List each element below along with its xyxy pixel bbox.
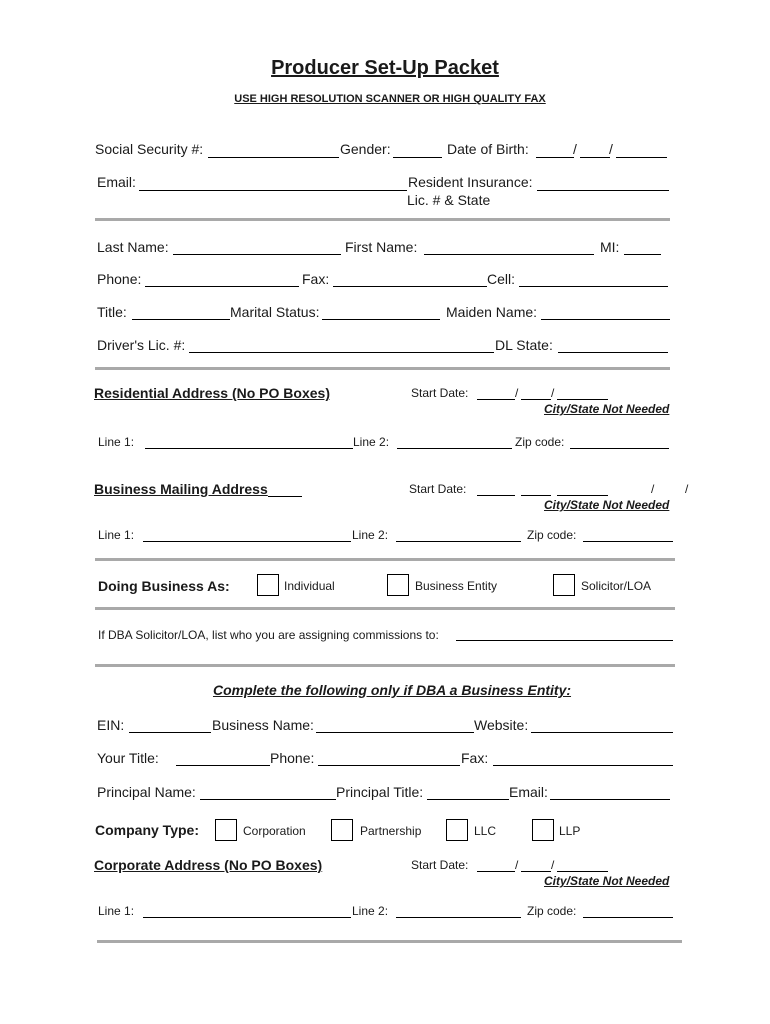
email-label: Email:: [97, 174, 136, 190]
corporate-line1-label: Line 1:: [98, 904, 135, 918]
residential-start-month-field[interactable]: [477, 399, 515, 400]
gender-label: Gender:: [340, 141, 391, 157]
maiden-name-label: Maiden Name:: [446, 304, 538, 320]
mailing-line2-field[interactable]: [396, 541, 521, 542]
page-subtitle: USE HIGH RESOLUTION SCANNER OR HIGH QUALITY FAX: [234, 93, 546, 105]
corporate-start-date-label: Start Date:: [411, 858, 469, 872]
first-name-label: First Name:: [345, 239, 418, 255]
corporation-label: Corporation: [243, 824, 306, 838]
residential-line1-label: Line 1:: [98, 435, 135, 449]
drivers-lic-field[interactable]: [189, 352, 494, 353]
corporate-start-day-field[interactable]: [521, 871, 551, 872]
mailing-line1-field[interactable]: [143, 541, 351, 542]
residential-city-state-note: City/State Not Needed: [544, 402, 670, 416]
drivers-lic-label: Driver's Lic. #:: [97, 337, 186, 353]
title-field[interactable]: [132, 319, 230, 320]
resident-insurance-field[interactable]: [537, 190, 669, 191]
corporate-zip-field[interactable]: [583, 917, 673, 918]
partnership-checkbox[interactable]: [331, 819, 353, 841]
date-separator: /: [515, 858, 519, 872]
residential-start-year-field[interactable]: [557, 399, 608, 400]
mailing-start-month-field[interactable]: [477, 495, 515, 496]
dba-label: Doing Business As:: [98, 578, 230, 594]
partnership-label: Partnership: [360, 824, 422, 838]
fax-field[interactable]: [333, 286, 487, 287]
corporate-line2-field[interactable]: [396, 917, 521, 918]
company-type-label: Company Type:: [95, 822, 199, 838]
residential-zip-label: Zip code:: [515, 435, 565, 449]
dba-solicitor-checkbox[interactable]: [553, 574, 575, 596]
llp-label: LLP: [559, 824, 581, 838]
corporate-city-state-note: City/State Not Needed: [544, 874, 670, 888]
date-separator: /: [515, 386, 519, 400]
marital-status-label: Marital Status:: [230, 304, 320, 320]
corporate-start-month-field[interactable]: [477, 871, 515, 872]
date-separator: /: [551, 858, 555, 872]
entity-heading: Complete the following only if DBA a Business Entity:: [212, 682, 572, 698]
dob-separator: /: [573, 141, 577, 157]
email-field[interactable]: [139, 190, 407, 191]
llc-checkbox[interactable]: [446, 819, 468, 841]
mailing-line2-label: Line 2:: [352, 528, 389, 542]
entity-phone-label: Phone:: [270, 750, 315, 766]
lic-state-label: Lic. # & State: [407, 192, 491, 208]
corporate-heading: Corporate Address (No PO Boxes): [94, 857, 323, 873]
section-divider: [95, 558, 675, 561]
your-title-label: Your Title:: [97, 750, 159, 766]
residential-heading: Residential Address (No PO Boxes): [94, 385, 330, 401]
corporate-line1-field[interactable]: [143, 917, 351, 918]
principal-name-field[interactable]: [200, 799, 336, 800]
title-label: Title:: [97, 304, 127, 320]
llc-label: LLC: [474, 824, 497, 838]
first-name-field[interactable]: [424, 254, 594, 255]
section-divider: [97, 940, 682, 943]
maiden-name-field[interactable]: [541, 319, 670, 320]
page-title: Producer Set-Up Packet: [271, 57, 499, 79]
principal-title-field[interactable]: [427, 799, 509, 800]
llp-checkbox[interactable]: [532, 819, 554, 841]
entity-email-field[interactable]: [550, 799, 670, 800]
resident-insurance-label: Resident Insurance:: [408, 174, 533, 190]
principal-title-label: Principal Title:: [336, 784, 424, 800]
mailing-line1-label: Line 1:: [98, 528, 135, 542]
mailing-start-date-label: Start Date:: [409, 482, 467, 496]
cell-field[interactable]: [519, 286, 668, 287]
corporate-line2-label: Line 2:: [352, 904, 389, 918]
gender-field[interactable]: [393, 157, 442, 158]
dba-business-entity-label: Business Entity: [415, 579, 498, 593]
section-divider: [95, 218, 670, 221]
business-name-field[interactable]: [316, 732, 474, 733]
corporation-checkbox[interactable]: [215, 819, 237, 841]
dl-state-label: DL State:: [495, 337, 553, 353]
dob-separator: /: [609, 141, 613, 157]
business-name-label: Business Name:: [212, 717, 314, 733]
residential-line1-field[interactable]: [145, 448, 353, 449]
phone-label: Phone:: [97, 271, 142, 287]
dba-individual-checkbox[interactable]: [257, 574, 279, 596]
mi-field[interactable]: [624, 254, 661, 255]
dob-label: Date of Birth:: [447, 141, 529, 157]
dba-solicitor-label: Solicitor/LOA: [581, 579, 652, 593]
mailing-heading-underline: [268, 496, 302, 497]
section-divider: [95, 607, 675, 610]
phone-field[interactable]: [145, 286, 299, 287]
corporate-start-year-field[interactable]: [557, 871, 608, 872]
entity-email-label: Email:: [509, 784, 548, 800]
entity-phone-field[interactable]: [318, 765, 460, 766]
dob-year-field[interactable]: [616, 157, 667, 158]
ein-field[interactable]: [129, 732, 211, 733]
principal-name-label: Principal Name:: [97, 784, 196, 800]
residential-line2-label: Line 2:: [353, 435, 390, 449]
assign-commissions-label: If DBA Solicitor/LOA, list who you are assigning commissions to:: [98, 628, 439, 642]
entity-fax-label: Fax:: [461, 750, 489, 766]
mailing-heading: Business Mailing Address: [94, 481, 268, 497]
dob-month-field[interactable]: [536, 157, 574, 158]
section-divider: [95, 664, 675, 667]
date-separator: /: [651, 482, 655, 496]
residential-line2-field[interactable]: [397, 448, 512, 449]
mi-label: MI:: [600, 239, 620, 255]
marital-status-field[interactable]: [322, 319, 440, 320]
mailing-start-year-field[interactable]: [557, 495, 608, 496]
dba-individual-label: Individual: [284, 579, 335, 593]
residential-start-day-field[interactable]: [521, 399, 551, 400]
dob-day-field[interactable]: [580, 157, 610, 158]
cell-label: Cell:: [487, 271, 516, 287]
entity-fax-field[interactable]: [493, 765, 673, 766]
section-divider: [95, 367, 670, 370]
last-name-field[interactable]: [173, 254, 341, 255]
last-name-label: Last Name:: [97, 239, 169, 255]
your-title-field[interactable]: [176, 765, 270, 766]
ssn-label: Social Security #:: [95, 141, 204, 157]
fax-label: Fax:: [302, 271, 330, 287]
residential-zip-field[interactable]: [570, 448, 669, 449]
date-separator: /: [685, 482, 689, 496]
website-field[interactable]: [531, 732, 673, 733]
mailing-city-state-note: City/State Not Needed: [544, 498, 670, 512]
assign-commissions-field[interactable]: [456, 640, 673, 641]
date-separator: /: [551, 386, 555, 400]
residential-start-date-label: Start Date:: [411, 386, 469, 400]
mailing-zip-field[interactable]: [583, 541, 673, 542]
ssn-field[interactable]: [208, 157, 339, 158]
mailing-zip-label: Zip code:: [527, 528, 577, 542]
corporate-zip-label: Zip code:: [527, 904, 577, 918]
mailing-start-day-field[interactable]: [521, 495, 551, 496]
dba-business-entity-checkbox[interactable]: [387, 574, 409, 596]
ein-label: EIN:: [97, 717, 125, 733]
website-label: Website:: [474, 717, 529, 733]
dl-state-field[interactable]: [558, 352, 668, 353]
